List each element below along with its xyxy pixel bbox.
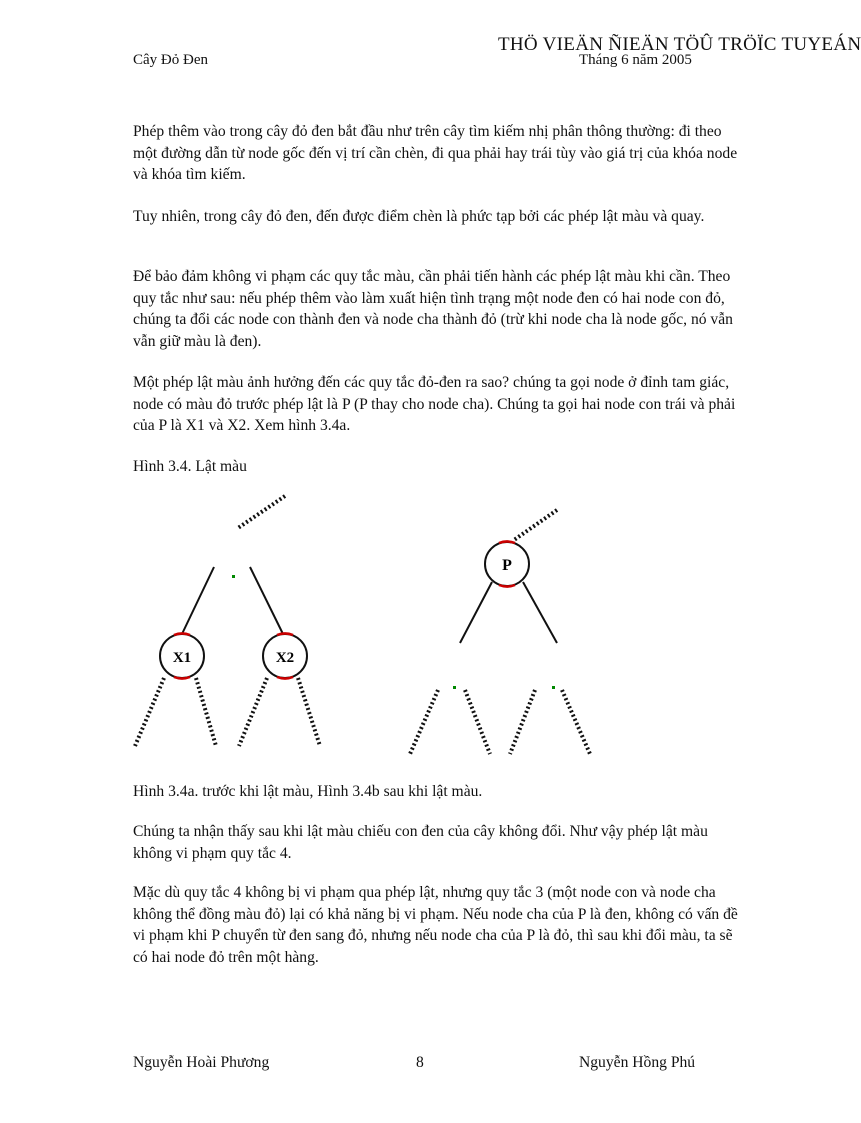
node-x2-label: X2 <box>275 650 295 666</box>
x2-right-child-dotted <box>298 678 320 746</box>
header-chapter-title: Cây Đỏ Đen <box>133 52 208 68</box>
paragraph-insertion-complexity: Tuy nhiên, trong cây đỏ đen, đến được điểm chèn là phức tạp bởi các phép lật màu và quay. <box>133 208 705 225</box>
figure-caption: Hình 3.4a. trước khi lật màu, Hình 3.4b sau khi lật màu. <box>133 783 483 800</box>
green-dot-marker <box>232 575 235 578</box>
node-x1-label: X1 <box>172 650 192 666</box>
paragraph-insertion-intro: Phép thêm vào trong cây đỏ đen bắt đầu như trên cây tìm kiếm nhị phân thông thường: đi theo một đường dẫn từ node gốc đến vị trí cần chèn, đi qua phải hay trái tùy vào giá trị của khóa node và khóa tìm kiếm. <box>133 123 738 183</box>
node-p-label: P <box>502 557 512 574</box>
edge-p-right <box>523 582 557 643</box>
green-dot-marker <box>453 686 456 689</box>
figure-3-4b-after <box>410 510 590 754</box>
left-subtree-right-dotted <box>465 690 490 754</box>
header-library-title: THÖ VIEÄN ÑIEÄN TÖÛ TRÖÏC TUYEÁN <box>498 34 861 55</box>
right-subtree-right-dotted <box>562 690 590 754</box>
figure-3-4a-before <box>135 496 320 746</box>
edge-p-x2 <box>250 567 283 634</box>
color-flip-figure <box>120 490 600 760</box>
paragraph-color-flip-rule: Để bảo đảm không vi phạm các quy tắc màu, cần phải tiến hành các phép lật màu khi cần. Theo quy tắc như sau: nếu phép thêm vào làm xuất hiện tình trạng một node đen có hai node con đỏ, chúng ta đổi các node con thành đen và node cha thành đỏ (trừ khi node cha là node gốc, nó vẫn vẫn giữ màu là đen). <box>133 268 733 350</box>
x1-left-child-dotted <box>135 678 164 746</box>
x1-right-child-dotted <box>196 678 216 746</box>
figure-title: Hình 3.4. Lật màu <box>133 458 247 475</box>
edge-p-x1 <box>182 567 214 634</box>
paragraph-rule-3-violation: Mặc dù quy tắc 4 không bị vi phạm qua phép lật, nhưng quy tắc 3 (một node con và node cha không thể đồng màu đỏ) lại có khả năng bị vi phạm. Nếu node cha của P là đen, không có vấn đề vi phạm khi P chuyển từ đen sang đỏ, nhưng nếu node cha của P là đỏ, thì sau khi đổi màu, ta sẽ có hai node đỏ trên một hàng. <box>133 884 738 966</box>
parent-link-dotted <box>238 496 285 528</box>
paragraph-rule-4-preserved: Chúng ta nhận thấy sau khi lật màu chiếu con đen của cây không đổi. Như vậy phép lật màu không vi phạm quy tắc 4. <box>133 823 708 862</box>
x2-left-child-dotted <box>239 678 267 746</box>
header-date: Tháng 6 năm 2005 <box>579 52 692 68</box>
left-subtree-left-dotted <box>410 690 438 754</box>
parent-link-dotted <box>514 510 557 540</box>
green-dot-marker <box>552 686 555 689</box>
page-number: 8 <box>416 1054 424 1071</box>
footer-author-right: Nguyễn Hồng Phú <box>579 1054 696 1071</box>
right-subtree-left-dotted <box>510 690 535 754</box>
paragraph-color-flip-effect: Một phép lật màu ảnh hưởng đến các quy tắc đỏ-đen ra sao? chúng ta gọi node ở đỉnh tam giác, node có màu đỏ trước phép lật là P (P thay cho node cha). Chúng ta gọi hai node con trái và phải của P là X1 và X2. Xem hình 3.4a. <box>133 374 736 434</box>
footer-author-left: Nguyễn Hoài Phương <box>133 1054 270 1071</box>
edge-p-left <box>460 582 492 643</box>
